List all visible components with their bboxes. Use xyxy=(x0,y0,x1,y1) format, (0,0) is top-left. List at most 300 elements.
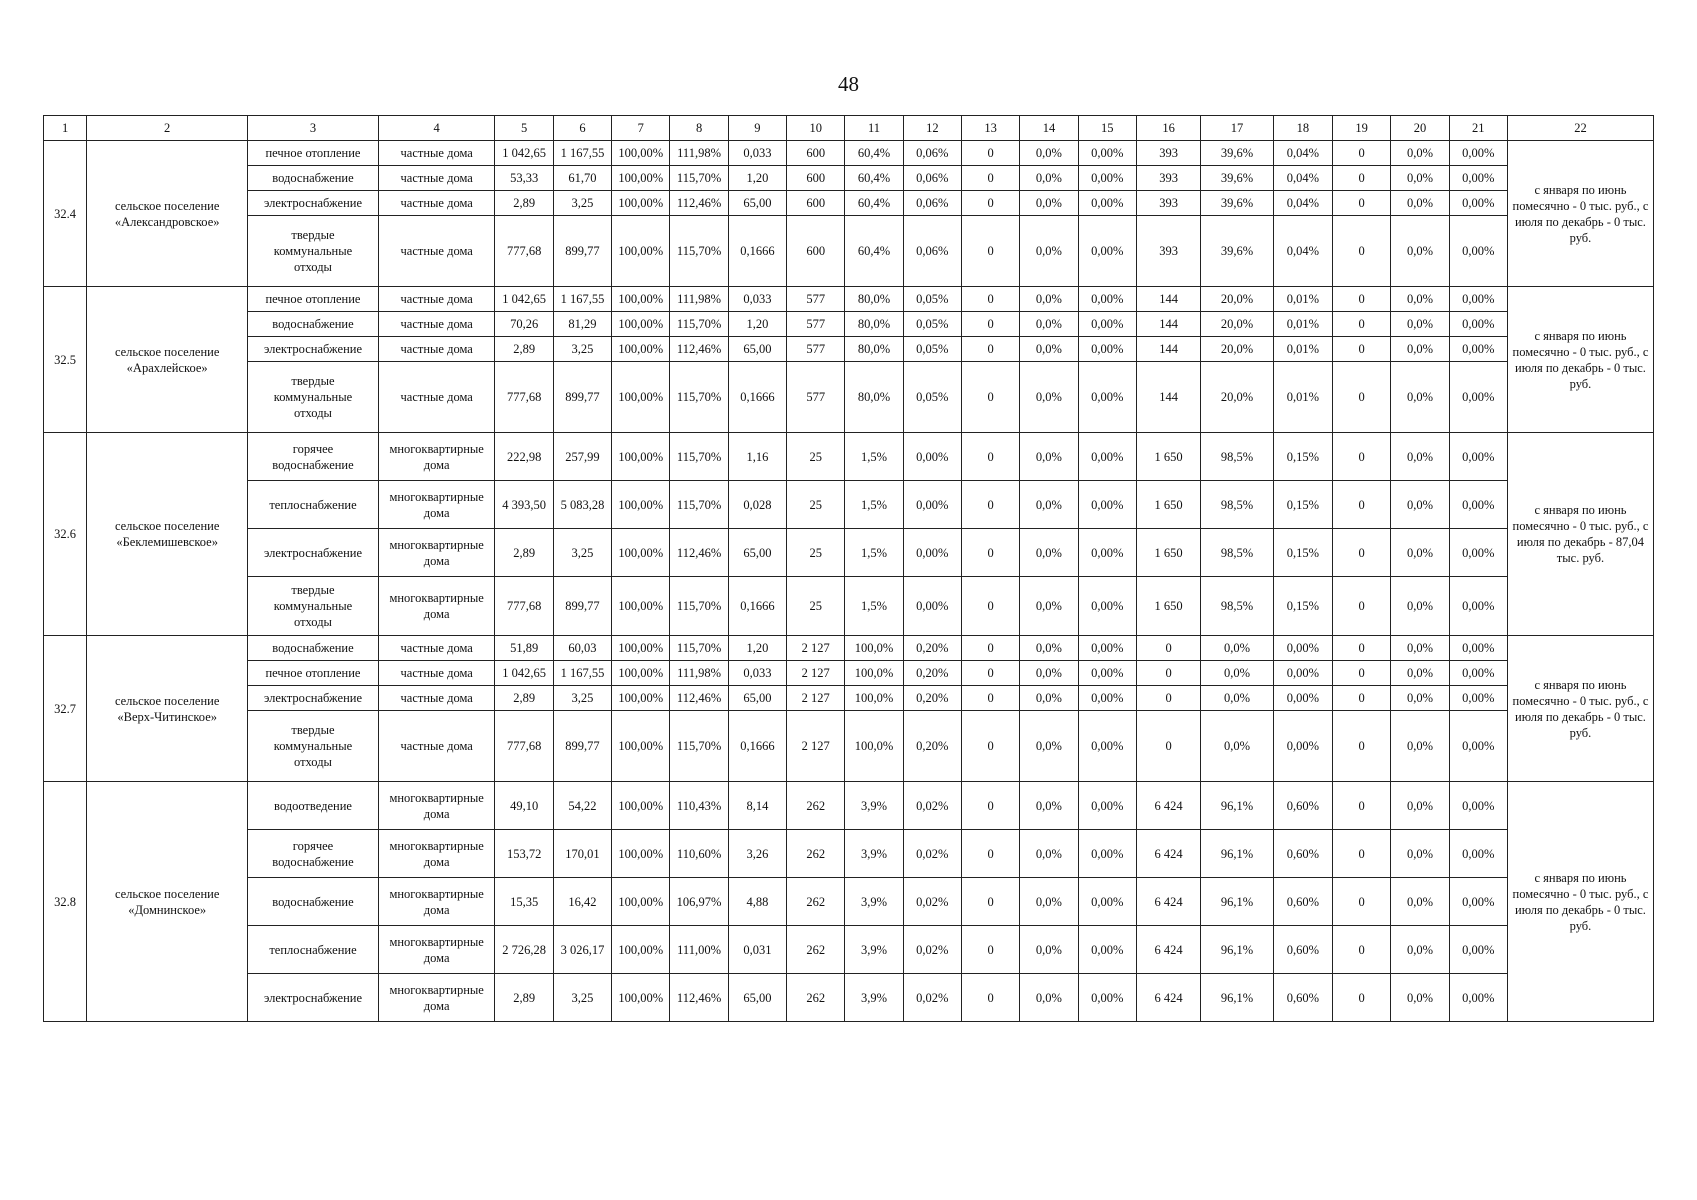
value-cell: 2 127 xyxy=(787,686,845,711)
value-cell: 0 xyxy=(961,636,1019,661)
service-cell: водоотведение xyxy=(248,782,379,830)
value-cell: 0,00% xyxy=(1449,166,1507,191)
value-cell: 100,00% xyxy=(612,636,670,661)
value-cell: 100,0% xyxy=(845,686,903,711)
value-cell: 0,00% xyxy=(1449,529,1507,577)
value-cell: 170,01 xyxy=(553,830,611,878)
value-cell: 0,00% xyxy=(1078,362,1136,433)
value-cell: 0,0% xyxy=(1391,577,1449,636)
housing-type-cell: частные дома xyxy=(378,287,495,312)
value-cell: 0,60% xyxy=(1273,782,1332,830)
value-cell: 0 xyxy=(961,711,1019,782)
value-cell: 20,0% xyxy=(1201,312,1273,337)
value-cell: 0,00% xyxy=(1449,433,1507,481)
value-cell: 2 726,28 xyxy=(495,926,553,974)
header-cell: 5 xyxy=(495,116,553,141)
value-cell: 0,00% xyxy=(1273,686,1332,711)
service-cell: электроснабжение xyxy=(248,686,379,711)
value-cell: 0,0% xyxy=(1020,529,1078,577)
housing-type-cell: многоквартирные дома xyxy=(378,878,495,926)
value-cell: 0,0% xyxy=(1020,337,1078,362)
value-cell: 577 xyxy=(787,287,845,312)
housing-type-cell: многоквартирные дома xyxy=(378,782,495,830)
value-cell: 899,77 xyxy=(553,216,611,287)
settlement-name: сельское поселение «Беклемишевское» xyxy=(87,433,248,636)
housing-type-cell: многоквартирные дома xyxy=(378,481,495,529)
value-cell: 0 xyxy=(1333,577,1391,636)
value-cell: 0,00% xyxy=(903,529,961,577)
value-cell: 0,00% xyxy=(1078,337,1136,362)
value-cell: 0 xyxy=(961,287,1019,312)
value-cell: 1,5% xyxy=(845,577,903,636)
settlement-name: сельское поселение «Арахлейское» xyxy=(87,287,248,433)
housing-type-cell: частные дома xyxy=(378,312,495,337)
value-cell: 100,00% xyxy=(612,711,670,782)
value-cell: 0 xyxy=(961,577,1019,636)
table-row xyxy=(44,216,1654,287)
value-cell: 8,14 xyxy=(728,782,786,830)
service-cell: твердые коммунальные отходы xyxy=(248,711,379,782)
value-cell: 1,5% xyxy=(845,481,903,529)
value-cell: 0,00% xyxy=(1078,926,1136,974)
housing-type-cell: частные дома xyxy=(378,661,495,686)
housing-type-cell: частные дома xyxy=(378,711,495,782)
value-cell: 65,00 xyxy=(728,337,786,362)
value-cell: 100,00% xyxy=(612,433,670,481)
service-cell: водоснабжение xyxy=(248,312,379,337)
header-cell: 20 xyxy=(1391,116,1449,141)
payment-note: с января по июнь помесячно - 0 тыс. руб., с июля по декабрь - 0 тыс. руб. xyxy=(1507,636,1653,782)
value-cell: 577 xyxy=(787,312,845,337)
value-cell: 0,06% xyxy=(903,166,961,191)
housing-type-cell: частные дома xyxy=(378,191,495,216)
value-cell: 0,06% xyxy=(903,216,961,287)
value-cell: 3,25 xyxy=(553,686,611,711)
value-cell: 0 xyxy=(961,191,1019,216)
value-cell: 100,00% xyxy=(612,529,670,577)
page-number: 48 xyxy=(838,72,859,96)
value-cell: 100,00% xyxy=(612,830,670,878)
header-cell: 22 xyxy=(1507,116,1653,141)
value-cell: 6 424 xyxy=(1136,830,1200,878)
value-cell: 0,0% xyxy=(1020,433,1078,481)
value-cell: 0 xyxy=(961,481,1019,529)
value-cell: 0,00% xyxy=(1078,974,1136,1022)
value-cell: 144 xyxy=(1136,362,1200,433)
value-cell: 3,9% xyxy=(845,926,903,974)
housing-type-cell: частные дома xyxy=(378,636,495,661)
payment-note: с января по июнь помесячно - 0 тыс. руб., с июля по декабрь - 0 тыс. руб. xyxy=(1507,141,1653,287)
value-cell: 0,06% xyxy=(903,191,961,216)
table-row xyxy=(44,287,1654,312)
service-cell: печное отопление xyxy=(248,141,379,166)
value-cell: 6 424 xyxy=(1136,878,1200,926)
value-cell: 2 127 xyxy=(787,661,845,686)
value-cell: 257,99 xyxy=(553,433,611,481)
group-id: 32.8 xyxy=(44,782,87,1022)
table-row xyxy=(44,577,1654,636)
value-cell: 0,00% xyxy=(1078,287,1136,312)
value-cell: 0,20% xyxy=(903,711,961,782)
value-cell: 0,00% xyxy=(1078,686,1136,711)
housing-type-cell: частные дома xyxy=(378,166,495,191)
value-cell: 393 xyxy=(1136,166,1200,191)
value-cell: 60,4% xyxy=(845,191,903,216)
value-cell: 106,97% xyxy=(670,878,728,926)
value-cell: 0,0% xyxy=(1391,711,1449,782)
table-row xyxy=(44,191,1654,216)
value-cell: 0,00% xyxy=(1273,661,1332,686)
payment-note: с января по июнь помесячно - 0 тыс. руб., с июля по декабрь - 0 тыс. руб. xyxy=(1507,287,1653,433)
value-cell: 0,0% xyxy=(1020,191,1078,216)
value-cell: 25 xyxy=(787,529,845,577)
value-cell: 153,72 xyxy=(495,830,553,878)
value-cell: 777,68 xyxy=(495,216,553,287)
value-cell: 100,00% xyxy=(612,362,670,433)
housing-type-cell: многоквартирные дома xyxy=(378,830,495,878)
value-cell: 2,89 xyxy=(495,974,553,1022)
value-cell: 0,00% xyxy=(1449,926,1507,974)
table-row xyxy=(44,337,1654,362)
value-cell: 0,00% xyxy=(1078,433,1136,481)
table-row xyxy=(44,636,1654,661)
value-cell: 111,00% xyxy=(670,926,728,974)
value-cell: 0,0% xyxy=(1020,481,1078,529)
value-cell: 115,70% xyxy=(670,577,728,636)
value-cell: 0,0% xyxy=(1391,661,1449,686)
value-cell: 80,0% xyxy=(845,287,903,312)
header-cell: 11 xyxy=(845,116,903,141)
value-cell: 115,70% xyxy=(670,433,728,481)
value-cell: 577 xyxy=(787,362,845,433)
value-cell: 0 xyxy=(961,141,1019,166)
value-cell: 111,98% xyxy=(670,287,728,312)
value-cell: 0,01% xyxy=(1273,312,1332,337)
value-cell: 0,01% xyxy=(1273,362,1332,433)
value-cell: 0,0% xyxy=(1201,686,1273,711)
value-cell: 0 xyxy=(1333,782,1391,830)
value-cell: 0,0% xyxy=(1020,287,1078,312)
value-cell: 115,70% xyxy=(670,636,728,661)
service-cell: твердые коммунальные отходы xyxy=(248,577,379,636)
header-cell: 10 xyxy=(787,116,845,141)
value-cell: 112,46% xyxy=(670,337,728,362)
value-cell: 0,01% xyxy=(1273,337,1332,362)
value-cell: 1,5% xyxy=(845,529,903,577)
value-cell: 1,20 xyxy=(728,636,786,661)
housing-type-cell: многоквартирные дома xyxy=(378,433,495,481)
value-cell: 0,00% xyxy=(1449,878,1507,926)
value-cell: 600 xyxy=(787,191,845,216)
value-cell: 61,70 xyxy=(553,166,611,191)
value-cell: 0 xyxy=(961,782,1019,830)
header-cell: 16 xyxy=(1136,116,1200,141)
table-row xyxy=(44,711,1654,782)
value-cell: 0,00% xyxy=(1078,529,1136,577)
value-cell: 39,6% xyxy=(1201,166,1273,191)
value-cell: 112,46% xyxy=(670,686,728,711)
value-cell: 2 127 xyxy=(787,711,845,782)
value-cell: 1,16 xyxy=(728,433,786,481)
value-cell: 899,77 xyxy=(553,362,611,433)
value-cell: 262 xyxy=(787,878,845,926)
value-cell: 777,68 xyxy=(495,577,553,636)
value-cell: 0 xyxy=(961,529,1019,577)
value-cell: 20,0% xyxy=(1201,337,1273,362)
value-cell: 0,033 xyxy=(728,661,786,686)
value-cell: 2,89 xyxy=(495,529,553,577)
value-cell: 0,01% xyxy=(1273,287,1332,312)
value-cell: 0,0% xyxy=(1020,830,1078,878)
service-cell: теплоснабжение xyxy=(248,481,379,529)
value-cell: 0,00% xyxy=(1449,577,1507,636)
value-cell: 0,06% xyxy=(903,141,961,166)
housing-type-cell: многоквартирные дома xyxy=(378,974,495,1022)
value-cell: 0 xyxy=(961,878,1019,926)
value-cell: 0,0% xyxy=(1020,782,1078,830)
value-cell: 0,1666 xyxy=(728,216,786,287)
value-cell: 0,028 xyxy=(728,481,786,529)
value-cell: 0,00% xyxy=(1449,686,1507,711)
value-cell: 0 xyxy=(1333,191,1391,216)
value-cell: 96,1% xyxy=(1201,782,1273,830)
value-cell: 0 xyxy=(1333,926,1391,974)
value-cell: 49,10 xyxy=(495,782,553,830)
value-cell: 0,0% xyxy=(1391,782,1449,830)
value-cell: 0,05% xyxy=(903,312,961,337)
value-cell: 110,43% xyxy=(670,782,728,830)
value-cell: 100,0% xyxy=(845,661,903,686)
value-cell: 222,98 xyxy=(495,433,553,481)
value-cell: 0,0% xyxy=(1391,433,1449,481)
value-cell: 0 xyxy=(1333,636,1391,661)
value-cell: 39,6% xyxy=(1201,191,1273,216)
header-row xyxy=(44,116,1654,141)
value-cell: 115,70% xyxy=(670,216,728,287)
value-cell: 0,00% xyxy=(1449,661,1507,686)
value-cell: 0,00% xyxy=(1078,636,1136,661)
value-cell: 0,0% xyxy=(1201,636,1273,661)
value-cell: 0 xyxy=(1333,312,1391,337)
value-cell: 0,00% xyxy=(1449,141,1507,166)
value-cell: 15,35 xyxy=(495,878,553,926)
value-cell: 600 xyxy=(787,166,845,191)
service-cell: твердые коммунальные отходы xyxy=(248,362,379,433)
table-row xyxy=(44,312,1654,337)
value-cell: 25 xyxy=(787,481,845,529)
value-cell: 0,20% xyxy=(903,661,961,686)
value-cell: 80,0% xyxy=(845,337,903,362)
value-cell: 80,0% xyxy=(845,362,903,433)
value-cell: 0,15% xyxy=(1273,481,1332,529)
value-cell: 51,89 xyxy=(495,636,553,661)
value-cell: 0 xyxy=(1136,661,1200,686)
value-cell: 4 393,50 xyxy=(495,481,553,529)
table-row xyxy=(44,481,1654,529)
value-cell: 0,02% xyxy=(903,830,961,878)
value-cell: 20,0% xyxy=(1201,362,1273,433)
service-cell: твердые коммунальные отходы xyxy=(248,216,379,287)
value-cell: 100,00% xyxy=(612,782,670,830)
value-cell: 1 167,55 xyxy=(553,287,611,312)
value-cell: 2 127 xyxy=(787,636,845,661)
value-cell: 0,00% xyxy=(1078,782,1136,830)
header-cell: 12 xyxy=(903,116,961,141)
value-cell: 0,05% xyxy=(903,337,961,362)
value-cell: 0 xyxy=(961,166,1019,191)
value-cell: 0,0% xyxy=(1020,878,1078,926)
service-cell: водоснабжение xyxy=(248,166,379,191)
value-cell: 3,26 xyxy=(728,830,786,878)
value-cell: 0,04% xyxy=(1273,191,1332,216)
value-cell: 1 042,65 xyxy=(495,287,553,312)
table-row xyxy=(44,830,1654,878)
table-row xyxy=(44,661,1654,686)
header-cell: 4 xyxy=(378,116,495,141)
header-cell: 8 xyxy=(670,116,728,141)
table-row xyxy=(44,782,1654,830)
value-cell: 100,00% xyxy=(612,166,670,191)
settlement-name: сельское поселение «Александровское» xyxy=(87,141,248,287)
value-cell: 144 xyxy=(1136,287,1200,312)
value-cell: 0,0% xyxy=(1391,312,1449,337)
value-cell: 1 042,65 xyxy=(495,141,553,166)
table-row xyxy=(44,686,1654,711)
value-cell: 110,60% xyxy=(670,830,728,878)
value-cell: 112,46% xyxy=(670,974,728,1022)
value-cell: 0,20% xyxy=(903,636,961,661)
value-cell: 98,5% xyxy=(1201,529,1273,577)
value-cell: 600 xyxy=(787,216,845,287)
value-cell: 0,0% xyxy=(1391,166,1449,191)
value-cell: 1 650 xyxy=(1136,577,1200,636)
housing-type-cell: частные дома xyxy=(378,337,495,362)
value-cell: 0 xyxy=(961,926,1019,974)
value-cell: 0,15% xyxy=(1273,529,1332,577)
header-cell: 17 xyxy=(1201,116,1273,141)
value-cell: 0,04% xyxy=(1273,216,1332,287)
value-cell: 0,0% xyxy=(1201,711,1273,782)
value-cell: 600 xyxy=(787,141,845,166)
header-cell: 19 xyxy=(1333,116,1391,141)
value-cell: 4,88 xyxy=(728,878,786,926)
value-cell: 0,00% xyxy=(1078,481,1136,529)
header-cell: 1 xyxy=(44,116,87,141)
value-cell: 100,00% xyxy=(612,312,670,337)
service-cell: водоснабжение xyxy=(248,878,379,926)
value-cell: 0,0% xyxy=(1391,191,1449,216)
payment-note: с января по июнь помесячно - 0 тыс. руб., с июля по декабрь - 0 тыс. руб. xyxy=(1507,782,1653,1022)
housing-type-cell: многоквартирные дома xyxy=(378,926,495,974)
value-cell: 0,0% xyxy=(1391,974,1449,1022)
header-cell: 14 xyxy=(1020,116,1078,141)
header-cell: 6 xyxy=(553,116,611,141)
value-cell: 0,00% xyxy=(1449,287,1507,312)
value-cell: 0,60% xyxy=(1273,926,1332,974)
value-cell: 0 xyxy=(1333,711,1391,782)
tariff-table xyxy=(43,115,1654,1022)
header-cell: 9 xyxy=(728,116,786,141)
value-cell: 0,0% xyxy=(1391,337,1449,362)
value-cell: 6 424 xyxy=(1136,782,1200,830)
value-cell: 0,05% xyxy=(903,287,961,312)
value-cell: 0,00% xyxy=(903,577,961,636)
value-cell: 0,0% xyxy=(1020,141,1078,166)
value-cell: 0,00% xyxy=(1449,337,1507,362)
value-cell: 899,77 xyxy=(553,577,611,636)
value-cell: 98,5% xyxy=(1201,433,1273,481)
value-cell: 60,03 xyxy=(553,636,611,661)
value-cell: 0,00% xyxy=(1078,711,1136,782)
value-cell: 0,0% xyxy=(1391,216,1449,287)
value-cell: 0 xyxy=(1136,711,1200,782)
service-cell: печное отопление xyxy=(248,661,379,686)
value-cell: 0 xyxy=(961,312,1019,337)
value-cell: 0,0% xyxy=(1391,141,1449,166)
value-cell: 0 xyxy=(1333,362,1391,433)
payment-note: с января по июнь помесячно - 0 тыс. руб., с июля по декабрь - 87,04 тыс. руб. xyxy=(1507,433,1653,636)
value-cell: 2,89 xyxy=(495,686,553,711)
value-cell: 0,00% xyxy=(1078,216,1136,287)
housing-type-cell: частные дома xyxy=(378,141,495,166)
service-cell: горячее водоснабжение xyxy=(248,830,379,878)
housing-type-cell: частные дома xyxy=(378,216,495,287)
value-cell: 144 xyxy=(1136,337,1200,362)
value-cell: 262 xyxy=(787,830,845,878)
value-cell: 115,70% xyxy=(670,362,728,433)
value-cell: 0,00% xyxy=(1449,782,1507,830)
value-cell: 60,4% xyxy=(845,216,903,287)
value-cell: 0,0% xyxy=(1391,529,1449,577)
service-cell: горячее водоснабжение xyxy=(248,433,379,481)
value-cell: 0,0% xyxy=(1391,481,1449,529)
value-cell: 0,00% xyxy=(1449,974,1507,1022)
housing-type-cell: частные дома xyxy=(378,686,495,711)
value-cell: 1 650 xyxy=(1136,529,1200,577)
value-cell: 1,20 xyxy=(728,166,786,191)
header-cell: 18 xyxy=(1273,116,1332,141)
value-cell: 2,89 xyxy=(495,337,553,362)
value-cell: 100,0% xyxy=(845,711,903,782)
value-cell: 1 167,55 xyxy=(553,661,611,686)
value-cell: 1 042,65 xyxy=(495,661,553,686)
value-cell: 0 xyxy=(1136,636,1200,661)
value-cell: 53,33 xyxy=(495,166,553,191)
value-cell: 0,00% xyxy=(1078,878,1136,926)
value-cell: 0,60% xyxy=(1273,830,1332,878)
header-cell: 13 xyxy=(961,116,1019,141)
table-row xyxy=(44,166,1654,191)
value-cell: 1 650 xyxy=(1136,433,1200,481)
value-cell: 65,00 xyxy=(728,529,786,577)
value-cell: 0,1666 xyxy=(728,711,786,782)
value-cell: 0,0% xyxy=(1391,686,1449,711)
value-cell: 0,0% xyxy=(1020,926,1078,974)
value-cell: 393 xyxy=(1136,216,1200,287)
value-cell: 100,00% xyxy=(612,287,670,312)
value-cell: 262 xyxy=(787,974,845,1022)
value-cell: 111,98% xyxy=(670,141,728,166)
value-cell: 0,60% xyxy=(1273,974,1332,1022)
settlement-name: сельское поселение «Верх-Читинское» xyxy=(87,636,248,782)
value-cell: 115,70% xyxy=(670,711,728,782)
header-cell: 2 xyxy=(87,116,248,141)
value-cell: 0,02% xyxy=(903,782,961,830)
value-cell: 96,1% xyxy=(1201,926,1273,974)
value-cell: 0 xyxy=(1333,830,1391,878)
value-cell: 100,00% xyxy=(612,337,670,362)
value-cell: 0,0% xyxy=(1020,974,1078,1022)
